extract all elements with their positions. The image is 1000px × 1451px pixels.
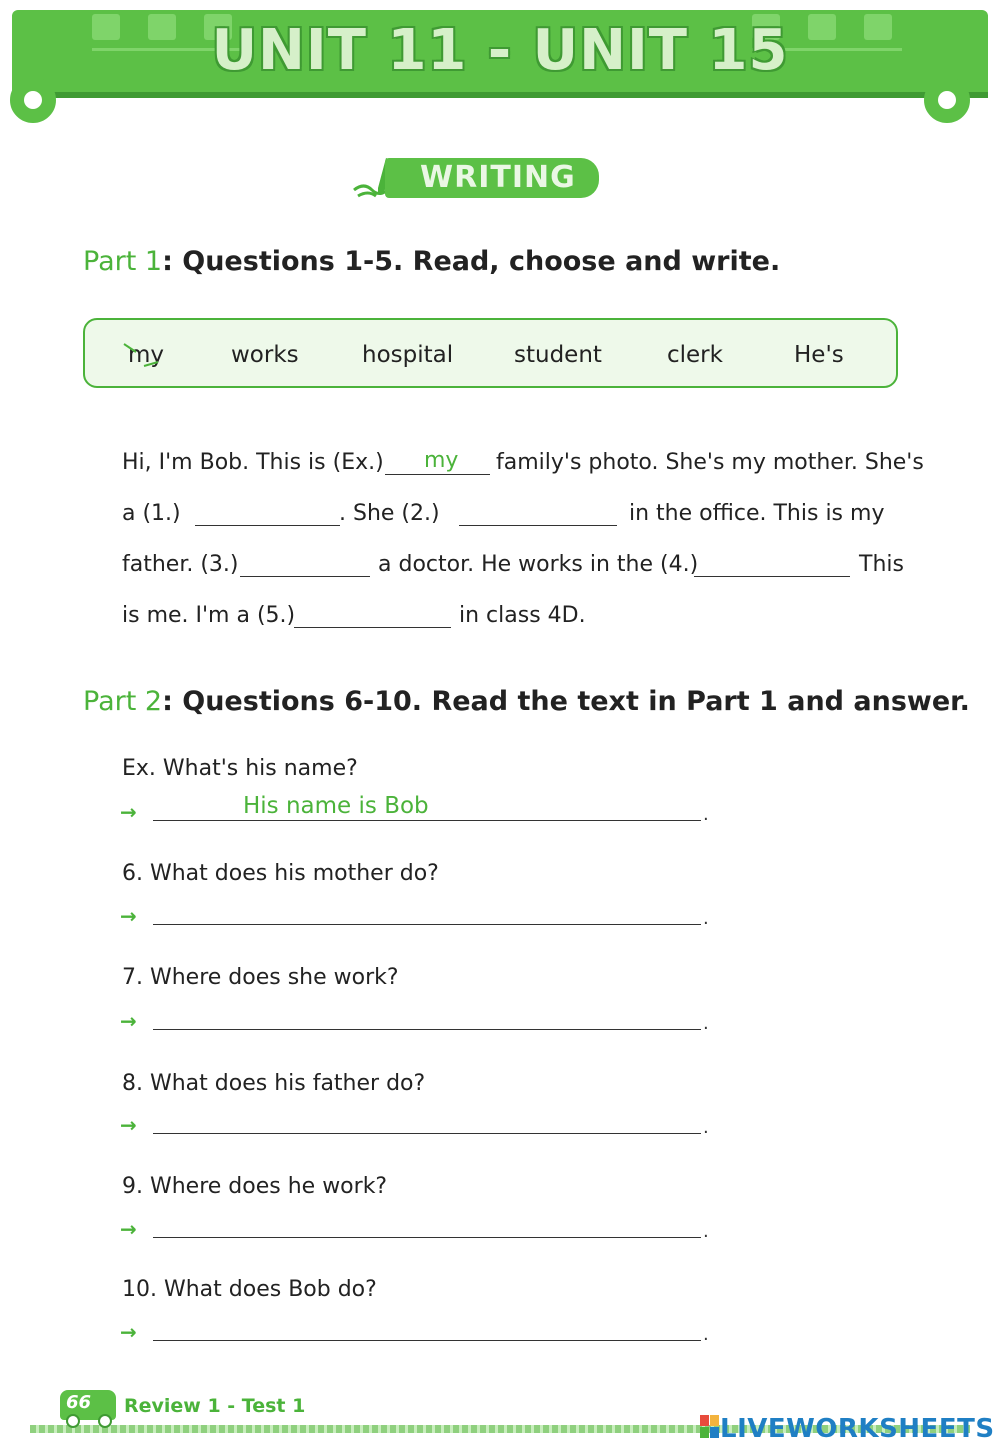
blank-1[interactable] (195, 501, 340, 526)
word-bank-item: He's (794, 342, 844, 368)
question-7: 7. Where does she work? (122, 965, 399, 990)
arrow-icon: → (120, 1217, 137, 1241)
answer-period: . (703, 1013, 709, 1034)
passage-text: . She (2.) (339, 501, 440, 526)
question-10: 10. What does Bob do? (122, 1277, 377, 1302)
arrow-icon: → (120, 1009, 137, 1033)
passage-text: father. (3.) (122, 552, 239, 577)
question-8: 8. What does his father do? (122, 1071, 426, 1096)
banner-wheel-right-icon (924, 77, 970, 123)
example-answer: my (424, 448, 459, 473)
banner-underline (12, 92, 988, 98)
example-answer-text: His name is Bob (243, 793, 429, 819)
page-number: 66 (66, 1392, 92, 1413)
blank-5[interactable] (294, 603, 451, 628)
bus-wheel-icon (66, 1414, 80, 1428)
answer-period: . (703, 1117, 709, 1138)
passage-text: a (1.) (122, 501, 181, 526)
banner-wheel-left-icon (10, 77, 56, 123)
arrow-icon: → (120, 904, 137, 928)
arrow-icon: → (120, 1320, 137, 1344)
part2-label: Part 2 (83, 686, 163, 717)
arrow-icon: → (120, 800, 137, 824)
example-question: Ex. What's his name? (122, 756, 358, 781)
liveworksheets-logo-icon (700, 1415, 720, 1439)
part1-instruction: : Questions 1-5. Read, choose and write. (162, 246, 781, 277)
blank-4[interactable] (694, 552, 850, 577)
blank-3[interactable] (240, 552, 370, 577)
part2-heading (83, 686, 970, 717)
part1-heading (83, 246, 780, 277)
footer-label: Review 1 - Test 1 (124, 1395, 306, 1417)
answer-6-input[interactable] (153, 904, 701, 925)
answer-10-input[interactable] (153, 1320, 701, 1341)
answer-period: . (703, 804, 709, 825)
passage-text: This (859, 552, 904, 577)
answer-period: . (703, 908, 709, 929)
answer-period: . (703, 1221, 709, 1242)
word-bank (83, 318, 898, 388)
page-title: UNIT 11 - UNIT 15 (211, 18, 789, 83)
passage-text: in the office. This is my (629, 501, 885, 526)
word-bank-item: works (231, 342, 299, 368)
passage-text: a doctor. He works in the (4.) (378, 552, 699, 577)
brand-name: LIVEWORKSHEETS (720, 1414, 995, 1444)
question-6: 6. What does his mother do? (122, 861, 439, 886)
word-bank-item: hospital (362, 342, 454, 368)
strike-mark-icon (122, 340, 165, 372)
passage-text: Hi, I'm Bob. This is (Ex.) (122, 450, 384, 475)
arrow-icon: → (120, 1113, 137, 1137)
answer-8-input[interactable] (153, 1113, 701, 1134)
blank-2[interactable] (459, 501, 617, 526)
part1-label: Part 1 (83, 246, 163, 277)
bus-wheel-icon (98, 1414, 112, 1428)
part2-instruction: : Questions 6-10. Read the text in Part 1 and answer. (162, 686, 970, 717)
section-title: WRITING (420, 160, 576, 195)
question-9: 9. Where does he work? (122, 1174, 388, 1199)
passage-text: in class 4D. (459, 603, 586, 628)
word-bank-item: my (128, 342, 165, 368)
word-bank-item: clerk (667, 342, 723, 368)
answer-9-input[interactable] (153, 1217, 701, 1238)
passage-text: is me. I'm a (5.) (122, 603, 296, 628)
answer-7-input[interactable] (153, 1009, 701, 1030)
passage-text: family's photo. She's my mother. She's (496, 450, 924, 475)
word-bank-item: student (514, 342, 602, 368)
answer-period: . (703, 1324, 709, 1345)
